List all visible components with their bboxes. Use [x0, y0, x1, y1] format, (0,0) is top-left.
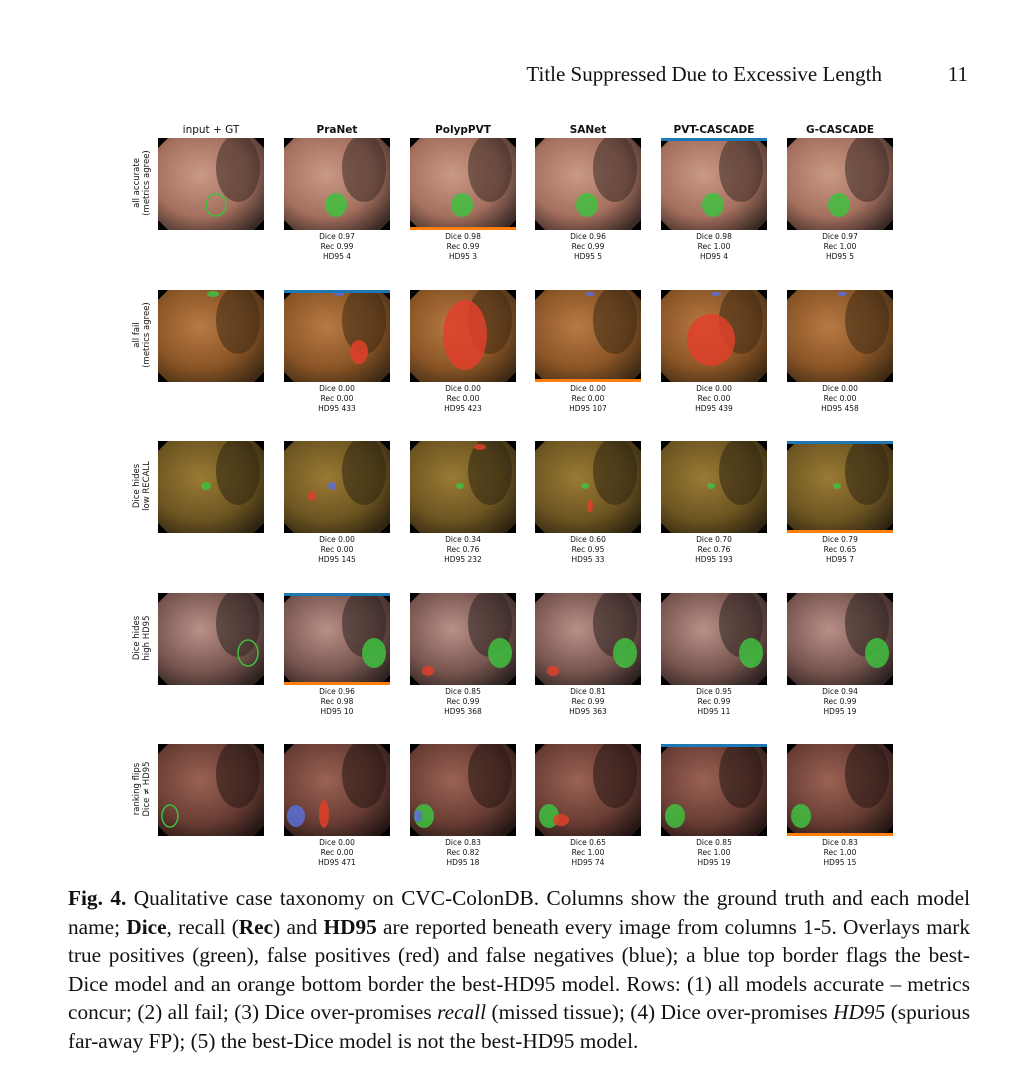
dice-value: Dice 0.96 — [570, 232, 606, 241]
dice-value: Dice 0.00 — [445, 384, 481, 393]
recall-value: Rec 0.99 — [571, 697, 605, 706]
dice-value: Dice 0.94 — [822, 687, 858, 696]
recall-value: Rec 0.99 — [823, 697, 857, 706]
recall-value: Rec 1.00 — [823, 848, 857, 857]
best-dice-bar — [661, 138, 767, 141]
recall-value: Rec 0.82 — [446, 848, 480, 857]
hd95-value: HD95 5 — [825, 252, 855, 261]
endoscopy-image — [535, 290, 641, 382]
endoscopy-image — [661, 138, 767, 230]
caption-bold-rec: Rec — [238, 914, 274, 939]
recall-value: Rec 1.00 — [823, 242, 857, 251]
row-label-line: (metrics agree) — [142, 150, 152, 216]
dice-value: Dice 0.70 — [696, 535, 732, 544]
dice-value: Dice 0.81 — [570, 687, 606, 696]
hd95-value: HD95 18 — [446, 858, 480, 867]
endoscopy-image — [535, 138, 641, 230]
recall-value: Rec 0.00 — [320, 848, 354, 857]
endoscopy-image — [661, 744, 767, 836]
running-header — [0, 60, 1036, 90]
endoscopy-image — [158, 593, 264, 685]
hd95-value: HD95 15 — [823, 858, 857, 867]
row-label-line: Dice hides — [132, 615, 142, 661]
endoscopy-image — [535, 441, 641, 533]
running-title: Title Suppressed Due to Excessive Length — [526, 62, 882, 86]
metric-block — [661, 687, 767, 717]
best-hd95-bar — [787, 530, 893, 533]
recall-value: Rec 0.00 — [697, 394, 731, 403]
row-label-line: ranking flips — [132, 762, 142, 816]
endoscopy-image — [410, 290, 516, 382]
endoscopy-image — [787, 290, 893, 382]
hd95-value: HD95 107 — [569, 404, 607, 413]
hd95-value: HD95 10 — [320, 707, 354, 716]
figure-caption — [68, 884, 970, 1055]
metric-block — [535, 384, 641, 414]
dice-value: Dice 0.79 — [822, 535, 858, 544]
endoscopy-image — [410, 593, 516, 685]
hd95-value: HD95 7 — [825, 555, 855, 564]
best-hd95-bar — [284, 682, 390, 685]
metric-block — [787, 384, 893, 414]
dice-value: Dice 0.97 — [319, 232, 355, 241]
endoscopy-image — [535, 744, 641, 836]
recall-value: Rec 0.99 — [320, 242, 354, 251]
metric-block — [535, 535, 641, 565]
hd95-value: HD95 74 — [571, 858, 605, 867]
endoscopy-image — [284, 138, 390, 230]
dice-value: Dice 0.65 — [570, 838, 606, 847]
recall-value: Rec 0.99 — [446, 242, 480, 251]
page-number: 11 — [947, 62, 968, 86]
endoscopy-image — [158, 290, 264, 382]
hd95-value: HD95 5 — [573, 252, 603, 261]
metric-block — [284, 535, 390, 565]
recall-value: Rec 0.76 — [697, 545, 731, 554]
best-hd95-bar — [410, 227, 516, 230]
metric-block — [410, 535, 516, 565]
recall-value: Rec 0.00 — [446, 394, 480, 403]
caption-bold-hd95: HD95 — [323, 914, 377, 939]
metric-block — [284, 687, 390, 717]
row-label-line: Dice hides — [132, 463, 142, 509]
metric-block — [787, 535, 893, 565]
recall-value: Rec 0.99 — [446, 697, 480, 706]
caption-text: (missed tissue); (4) Dice over-promises — [486, 1000, 834, 1024]
column-header: G-CASCADE — [805, 124, 875, 136]
metric-block — [661, 838, 767, 868]
caption-text: , recall ( — [166, 914, 239, 939]
dice-value: Dice 0.85 — [696, 838, 732, 847]
dice-value: Dice 0.96 — [319, 687, 355, 696]
hd95-value: HD95 433 — [318, 404, 356, 413]
recall-value: Rec 0.98 — [320, 697, 354, 706]
row-label-line: high HD95 — [142, 615, 152, 661]
dice-value: Dice 0.98 — [445, 232, 481, 241]
endoscopy-image — [535, 593, 641, 685]
column-header: PVT-CASCADE — [673, 124, 755, 136]
column-header: PolypPVT — [435, 124, 491, 136]
metric-block — [661, 384, 767, 414]
endoscopy-image — [661, 290, 767, 382]
metric-block — [787, 687, 893, 717]
hd95-value: HD95 471 — [318, 858, 356, 867]
dice-value: Dice 0.00 — [822, 384, 858, 393]
hd95-value: HD95 3 — [448, 252, 478, 261]
hd95-value: HD95 439 — [695, 404, 733, 413]
dice-value: Dice 0.83 — [445, 838, 481, 847]
dice-value: Dice 0.34 — [445, 535, 481, 544]
recall-value: Rec 0.99 — [697, 697, 731, 706]
recall-value: Rec 0.65 — [823, 545, 857, 554]
metric-block — [410, 687, 516, 717]
best-hd95-bar — [787, 833, 893, 836]
recall-value: Rec 0.95 — [571, 545, 605, 554]
hd95-value: HD95 4 — [699, 252, 729, 261]
metric-block — [284, 232, 390, 262]
caption-text: Qualitative case taxonomy on CVC-ColonDB. Columns show the ground truth and each model name; — [68, 886, 970, 939]
endoscopy-image — [284, 290, 390, 382]
best-dice-bar — [284, 290, 390, 293]
metric-block — [661, 535, 767, 565]
metric-block — [410, 384, 516, 414]
best-dice-bar — [661, 744, 767, 747]
caption-text: (spurious far-away FP); (5) the best-Dice model is not the best-HD95 model. — [68, 1000, 970, 1053]
dice-value: Dice 0.83 — [822, 838, 858, 847]
best-dice-bar — [787, 441, 893, 444]
caption-italic-hd95: HD95 — [833, 1000, 886, 1024]
caption-label: Fig. 4. — [68, 886, 127, 910]
dice-value: Dice 0.00 — [696, 384, 732, 393]
recall-value: Rec 0.00 — [320, 545, 354, 554]
hd95-value: HD95 232 — [444, 555, 482, 564]
best-hd95-bar — [535, 379, 641, 382]
metric-block — [535, 687, 641, 717]
endoscopy-image — [787, 744, 893, 836]
metric-block — [410, 232, 516, 262]
hd95-value: HD95 423 — [444, 404, 482, 413]
hd95-value: HD95 33 — [571, 555, 605, 564]
dice-value: Dice 0.85 — [445, 687, 481, 696]
dice-value: Dice 0.00 — [319, 384, 355, 393]
endoscopy-image — [410, 744, 516, 836]
hd95-value: HD95 368 — [444, 707, 482, 716]
row-label-line: all fail — [132, 322, 142, 348]
hd95-value: HD95 145 — [318, 555, 356, 564]
dice-value: Dice 0.00 — [319, 838, 355, 847]
metric-block — [787, 232, 893, 262]
endoscopy-image — [158, 138, 264, 230]
endoscopy-image — [410, 138, 516, 230]
recall-value: Rec 0.76 — [446, 545, 480, 554]
caption-bold-dice: Dice — [126, 914, 167, 939]
column-header: SANet — [569, 124, 607, 136]
caption-italic-recall: recall — [437, 1000, 487, 1024]
hd95-value: HD95 363 — [569, 707, 607, 716]
recall-value: Rec 1.00 — [571, 848, 605, 857]
dice-value: Dice 0.95 — [696, 687, 732, 696]
recall-value: Rec 0.00 — [571, 394, 605, 403]
endoscopy-image — [787, 441, 893, 533]
dice-value: Dice 0.00 — [570, 384, 606, 393]
metric-block — [284, 838, 390, 868]
row-label-line: all accurate — [132, 158, 142, 208]
recall-value: Rec 0.00 — [320, 394, 354, 403]
endoscopy-image — [158, 441, 264, 533]
endoscopy-image — [661, 441, 767, 533]
column-header: PraNet — [316, 124, 358, 136]
metric-block — [284, 384, 390, 414]
row-label-line: Dice ≠ HD95 — [142, 761, 152, 817]
endoscopy-image — [158, 744, 264, 836]
recall-value: Rec 0.00 — [823, 394, 857, 403]
endoscopy-image — [284, 441, 390, 533]
hd95-value: HD95 19 — [823, 707, 857, 716]
dice-value: Dice 0.60 — [570, 535, 606, 544]
hd95-value: HD95 11 — [697, 707, 731, 716]
recall-value: Rec 1.00 — [697, 848, 731, 857]
endoscopy-image — [410, 441, 516, 533]
metric-block — [661, 232, 767, 262]
metric-block — [535, 838, 641, 868]
endoscopy-image — [787, 138, 893, 230]
hd95-value: HD95 19 — [697, 858, 731, 867]
metric-block — [410, 838, 516, 868]
dice-value: Dice 0.00 — [319, 535, 355, 544]
endoscopy-image — [284, 593, 390, 685]
dice-value: Dice 0.97 — [822, 232, 858, 241]
caption-text: ) and — [273, 914, 324, 939]
endoscopy-image — [284, 744, 390, 836]
hd95-value: HD95 458 — [821, 404, 859, 413]
endoscopy-image — [787, 593, 893, 685]
hd95-value: HD95 4 — [322, 252, 352, 261]
recall-value: Rec 1.00 — [697, 242, 731, 251]
column-header: input + GT — [182, 124, 240, 136]
row-label-line: low RECALL — [142, 461, 152, 511]
best-dice-bar — [284, 593, 390, 596]
metric-block — [787, 838, 893, 868]
hd95-value: HD95 193 — [695, 555, 733, 564]
row-label-line: (metrics agree) — [142, 302, 152, 368]
recall-value: Rec 0.99 — [571, 242, 605, 251]
caption-text: are reported beneath every image from columns 1-5. Overlays mark true positives (green), false positives (red) and false negatives (blue); a blue top border flags the best-Dice model and an orange bottom border the best-HD95 model. Rows: (1) all models accurate – metrics concur; (2) all fail; (3) Dice over-promises — [68, 914, 970, 1024]
metric-block — [535, 232, 641, 262]
dice-value: Dice 0.98 — [696, 232, 732, 241]
endoscopy-image — [661, 593, 767, 685]
